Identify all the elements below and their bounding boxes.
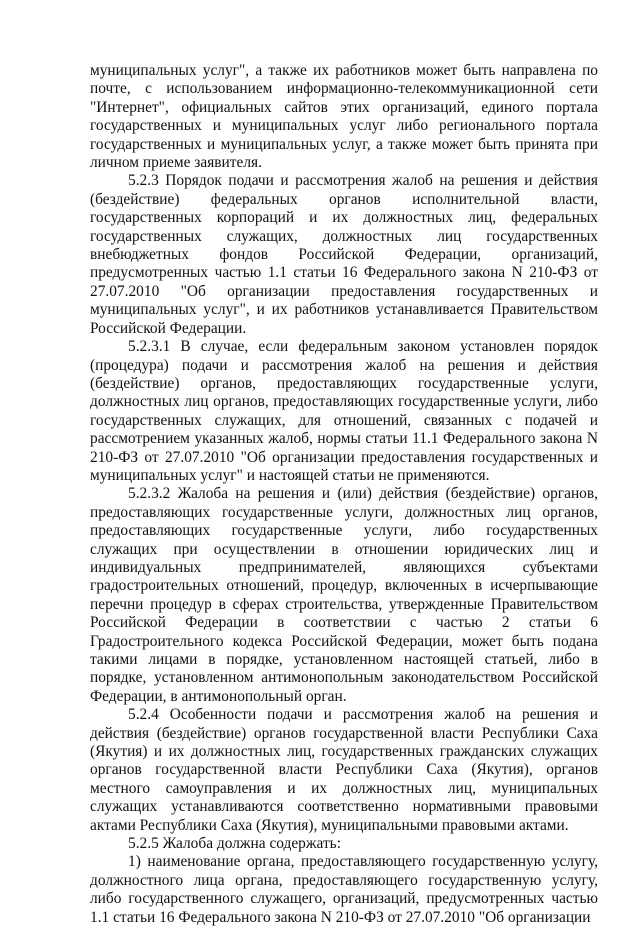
paragraph-list-item-1: 1) наименование органа, предоставляющего государственную услугу, должностного лица органа, предоставляющего государственную услугу, либо государственного служащего, организаций, предусмотренных частью 1.1 статьи 16 Федерального закона N 210-ФЗ от 27.07.2010 "Об организации xyxy=(90,853,598,926)
paragraph-continuation: муниципальных услуг", а также их работников может быть направлена по почте, с использованием информационно-телекоммуникационной сети "Интернет", официальных сайтов этих организаций, единого портала государственных и муниципальных услуг либо регионального портала государственных и муниципальных услуг, а также может быть принята при личном приеме заявителя. xyxy=(90,62,598,172)
paragraph-5-2-4: 5.2.4 Особенности подачи и рассмотрения жалоб на решения и действия (бездействие) органов государственной власти Республики Саха (Якутия) и их должностных лиц, государственных гражданских служащих органов государственной власти Республики Саха (Якутия), органов местного самоуправления и их должностных лиц, муниципальных служащих устанавливаются соответственно нормативными правовыми актами Республики Саха (Якутия), муниципальными правовыми актами. xyxy=(90,706,598,834)
paragraph-5-2-5: 5.2.5 Жалоба должна содержать: xyxy=(128,835,341,853)
paragraph-5-2-3-2: 5.2.3.2 Жалоба на решения и (или) действия (бездействие) органов, предоставляющих государственные услуги, должностных лиц органов, предоставляющих государственные услуги, либо государственных служащих при осуществлении в отношении юридических лиц и индивидуальных предпринимателей, являющихся субъектами градостроительных отношений, процедур, включенных в исчерпывающие перечни процедур в сферах строительства, утвержденные Правительством Российской Федерации в соответствии с частью 2 статьи 6 Градостроительного кодекса Российской Федерации, может быть подана такими лицами в порядке, установленном настоящей статьей, либо в порядке, установленном антимонопольным законодательством Российской Федерации, в антимонопольный орган. xyxy=(90,485,598,705)
paragraph-5-2-3-1: 5.2.3.1 В случае, если федеральным законом установлен порядок (процедура) подачи и рассмотрения жалоб на решения и действия (бездействие) органов, предоставляющих государственные услуги, должностных лиц органов, предоставляющих государственные услуги, либо государственных служащих, для отношений, связанных с подачей и рассмотрением указанных жалоб, нормы статьи 11.1 Федерального закона N 210-ФЗ от 27.07.2010 "Об организации предоставления государственных и муниципальных услуг" и настоящей статьи не применяются. xyxy=(90,338,598,484)
paragraph-5-2-3: 5.2.3 Порядок подачи и рассмотрения жалоб на решения и действия (бездействие) федеральных органов исполнительной власти, государственных корпораций и их должностных лиц, федеральных государственных служащих, должностных лиц государственных внебюджетных фондов Российской Федерации, организаций, предусмотренных частью 1.1 статьи 16 Федерального закона N 210-ФЗ от 27.07.2010 "Об организации предоставления государственных и муниципальных услуг", и их работников устанавливается Правительством Российской Федерации. xyxy=(90,172,598,337)
document-body xyxy=(90,62,598,927)
